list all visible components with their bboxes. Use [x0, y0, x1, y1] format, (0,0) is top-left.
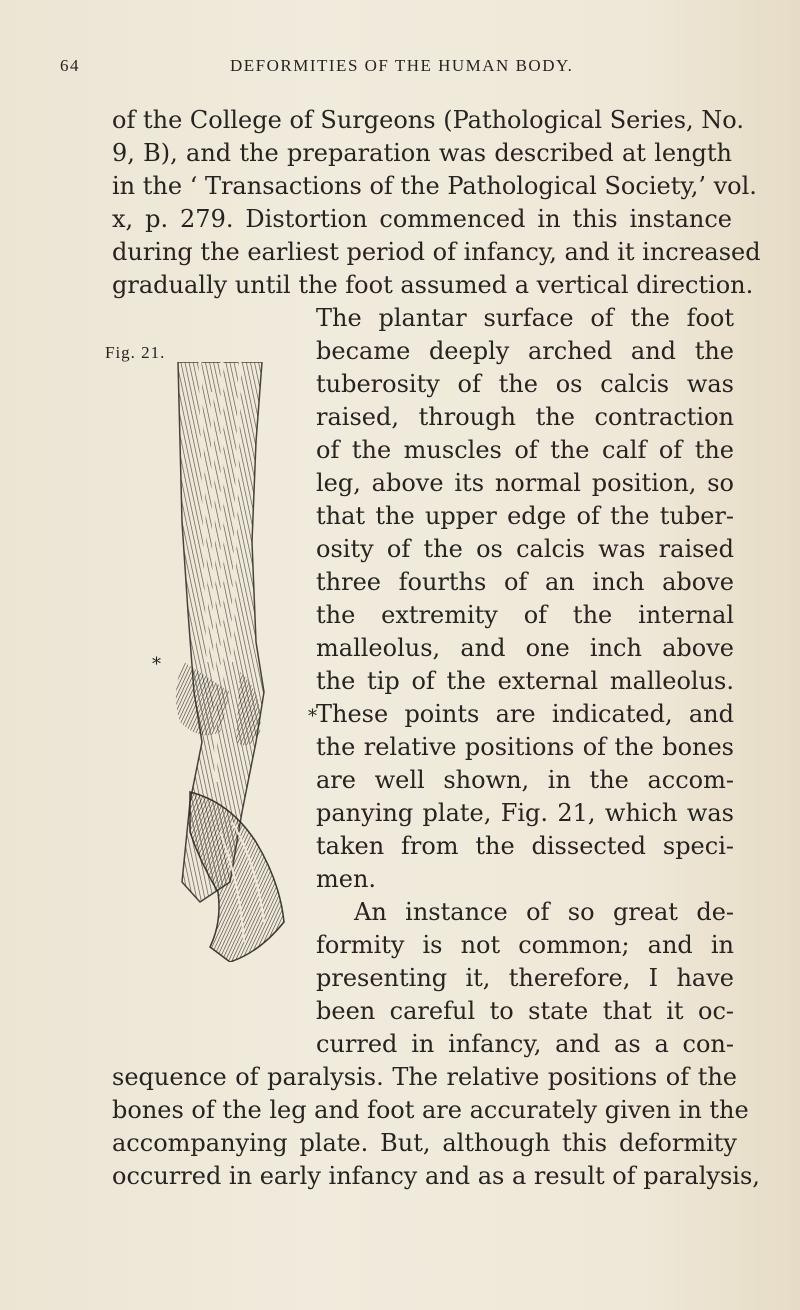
text-line: The plantar surface of the foot: [316, 304, 734, 332]
text-line: during the earliest period of infancy, and it increased: [112, 238, 761, 266]
text-line: curred in infancy, and as a con-: [316, 1030, 734, 1058]
text-line: gradually until the foot assumed a vertical direction.: [112, 271, 754, 299]
text-line: accompanying plate. But, although this deformity: [112, 1129, 737, 1157]
text-line: sequence of paralysis. The relative positions of the: [112, 1063, 737, 1091]
text-line: 9, B), and the preparation was described at length: [112, 139, 732, 167]
text-line: that the upper edge of the tuber-: [316, 502, 734, 530]
text-line: of the muscles of the calf of the: [316, 436, 734, 464]
text-line: osity of the os calcis was raised: [316, 535, 734, 563]
figure-caption: Fig. 21.: [105, 343, 166, 362]
text-line: formity is not common; and in: [316, 931, 734, 959]
text-line: been careful to state that it oc-: [316, 997, 734, 1025]
text-line: These points are indicated, and: [316, 700, 734, 728]
text-line: are well shown, in the accom-: [316, 766, 734, 794]
text-line: An instance of so great de-: [354, 898, 734, 926]
page-number: 64: [60, 56, 80, 75]
text-line: in the ‘ Transactions of the Pathological Society,’ vol.: [112, 172, 757, 200]
figure-marker: *: [308, 706, 317, 727]
page-header: [60, 56, 740, 86]
text-line: men.: [316, 865, 377, 893]
text-line: of the College of Surgeons (Pathological Series, No.: [112, 106, 744, 134]
text-line: became deeply arched and the: [316, 337, 734, 365]
figure-marker: *: [152, 654, 161, 675]
text-line: tuberosity of the os calcis was: [316, 370, 734, 398]
text-line: x, p. 279. Distortion commenced in this instance: [112, 205, 732, 233]
text-line: presenting it, therefore, I have: [316, 964, 734, 992]
text-line: the extremity of the internal: [316, 601, 734, 629]
text-line: the tip of the external malleolus.: [316, 667, 734, 695]
text-line: leg, above its normal position, so: [316, 469, 734, 497]
text-line: occurred in early infancy and as a result of paralysis,: [112, 1162, 760, 1190]
text-line: raised, through the contraction: [316, 403, 734, 431]
text-line: bones of the leg and foot are accurately given in the: [112, 1096, 749, 1124]
running-title: DEFORMITIES OF THE HUMAN BODY.: [230, 56, 574, 75]
text-line: the relative positions of the bones: [316, 733, 734, 761]
dissected-leg-and-foot-engraving: [160, 362, 320, 962]
text-line: panying plate, Fig. 21, which was: [316, 799, 734, 827]
text-line: taken from the dissected speci-: [316, 832, 734, 860]
text-line: three fourths of an inch above: [316, 568, 734, 596]
text-line: malleolus, and one inch above: [316, 634, 734, 662]
